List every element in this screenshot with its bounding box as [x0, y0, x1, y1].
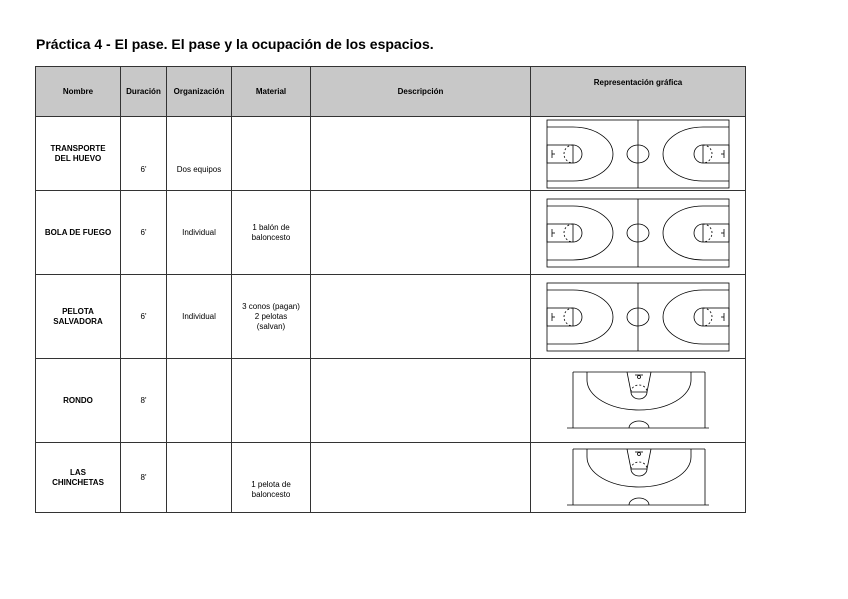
left-free-throw-arc-dashed: [564, 308, 573, 326]
cell-nombre-line: PELOTA: [62, 306, 94, 316]
cell-duracion: 6': [121, 117, 167, 191]
table-row: [36, 275, 746, 359]
cell-duracion: 8': [121, 443, 167, 513]
cell-nombre-line: BOLA DE FUEGO: [44, 227, 112, 237]
cell-nombre-line: CHINCHETAS: [52, 477, 104, 487]
cell-nombre: [36, 191, 121, 275]
right-three-point-line: [663, 127, 729, 181]
free-throw-arc: [631, 392, 647, 399]
left-free-throw-arc-dashed: [564, 224, 573, 242]
table-header-row: [36, 67, 746, 117]
cell-nombre: [36, 443, 121, 513]
cell-nombre: [36, 275, 121, 359]
cell-organizacion: Individual: [167, 275, 232, 359]
cell-nombre-line: DEL HUEVO: [54, 153, 102, 163]
half-court-diagram: [565, 447, 711, 509]
cell-representacion: [531, 443, 746, 513]
left-key: [547, 224, 573, 242]
right-free-throw-arc: [694, 145, 703, 163]
cell-representacion: [531, 117, 746, 191]
right-key: [703, 224, 729, 242]
header-duracion: Duración: [121, 67, 167, 117]
right-three-point-line: [663, 290, 729, 344]
cell-organizacion: Individual: [167, 191, 232, 275]
cell-nombre-line: LAS: [70, 467, 86, 477]
cell-material-line: 1 balón de: [252, 222, 290, 232]
three-point-line: [587, 449, 691, 487]
right-free-throw-arc-dashed: [703, 224, 712, 242]
cell-duracion: 6': [121, 275, 167, 359]
page-title: Práctica 4 - El pase. El pase y la ocupación de los espacios.: [36, 36, 434, 52]
cell-descripcion: [311, 359, 531, 443]
cell-nombre: [36, 117, 121, 191]
cell-nombre-line: RONDO: [63, 395, 93, 405]
free-throw-arc-dashed: [631, 462, 647, 469]
rim: [638, 375, 641, 378]
cell-representacion: [531, 359, 746, 443]
left-key: [547, 145, 573, 163]
full-court-diagram: [545, 118, 731, 190]
cell-material: [232, 275, 311, 359]
table-row: [36, 191, 746, 275]
right-three-point-line: [663, 206, 729, 260]
header-representacion: Representación gráfica: [531, 67, 746, 117]
cell-descripcion: [311, 191, 531, 275]
cell-nombre: [36, 359, 121, 443]
cell-material: [232, 117, 311, 191]
half-court-diagram: [565, 370, 711, 432]
cell-descripcion: [311, 443, 531, 513]
header-descripcion: Descripción: [311, 67, 531, 117]
cell-material-line: 3 conos (pagan): [242, 301, 300, 311]
right-free-throw-arc: [694, 224, 703, 242]
practice-table: [35, 66, 746, 513]
left-three-point-line: [547, 127, 613, 181]
left-free-throw-arc: [573, 224, 582, 242]
cell-duracion: 8': [121, 359, 167, 443]
right-free-throw-arc: [694, 308, 703, 326]
cell-descripcion: [311, 117, 531, 191]
cell-duracion: 6': [121, 191, 167, 275]
cell-organizacion: [167, 443, 232, 513]
header-organizacion: Organización: [167, 67, 232, 117]
full-court-diagram: [545, 197, 731, 269]
cell-material-line: baloncesto: [251, 490, 291, 499]
cell-material: [232, 191, 311, 275]
right-free-throw-arc-dashed: [703, 145, 712, 163]
cell-representacion: [531, 275, 746, 359]
right-key: [703, 145, 729, 163]
left-free-throw-arc: [573, 308, 582, 326]
full-court-diagram: [545, 281, 731, 353]
table-row: [36, 359, 746, 443]
left-three-point-line: [547, 206, 613, 260]
table-row: [36, 443, 746, 513]
left-free-throw-arc: [573, 145, 582, 163]
table-row: [36, 117, 746, 191]
right-free-throw-arc-dashed: [703, 308, 712, 326]
free-throw-arc-dashed: [631, 385, 647, 392]
left-three-point-line: [547, 290, 613, 344]
cell-material-line: (salvan): [256, 321, 286, 331]
cell-organizacion: [167, 359, 232, 443]
free-throw-arc: [631, 469, 647, 476]
cell-nombre-line: TRANSPORTE: [50, 143, 106, 153]
cell-material: [232, 443, 311, 513]
cell-organizacion: Dos equipos: [167, 117, 232, 191]
cell-material-line: 1 pelota de: [251, 480, 291, 489]
cell-representacion: [531, 191, 746, 275]
cell-material-line: baloncesto: [251, 232, 291, 242]
left-key: [547, 308, 573, 326]
cell-material-line: 2 pelotas: [254, 311, 288, 321]
cell-descripcion: [311, 275, 531, 359]
header-material: Material: [232, 67, 311, 117]
header-nombre: Nombre: [36, 67, 121, 117]
right-key: [703, 308, 729, 326]
left-free-throw-arc-dashed: [564, 145, 573, 163]
three-point-line: [587, 372, 691, 410]
rim: [638, 452, 641, 455]
center-circle-half: [629, 498, 649, 505]
center-circle-half: [629, 421, 649, 428]
cell-nombre-line: SALVADORA: [53, 316, 103, 326]
cell-material: [232, 359, 311, 443]
